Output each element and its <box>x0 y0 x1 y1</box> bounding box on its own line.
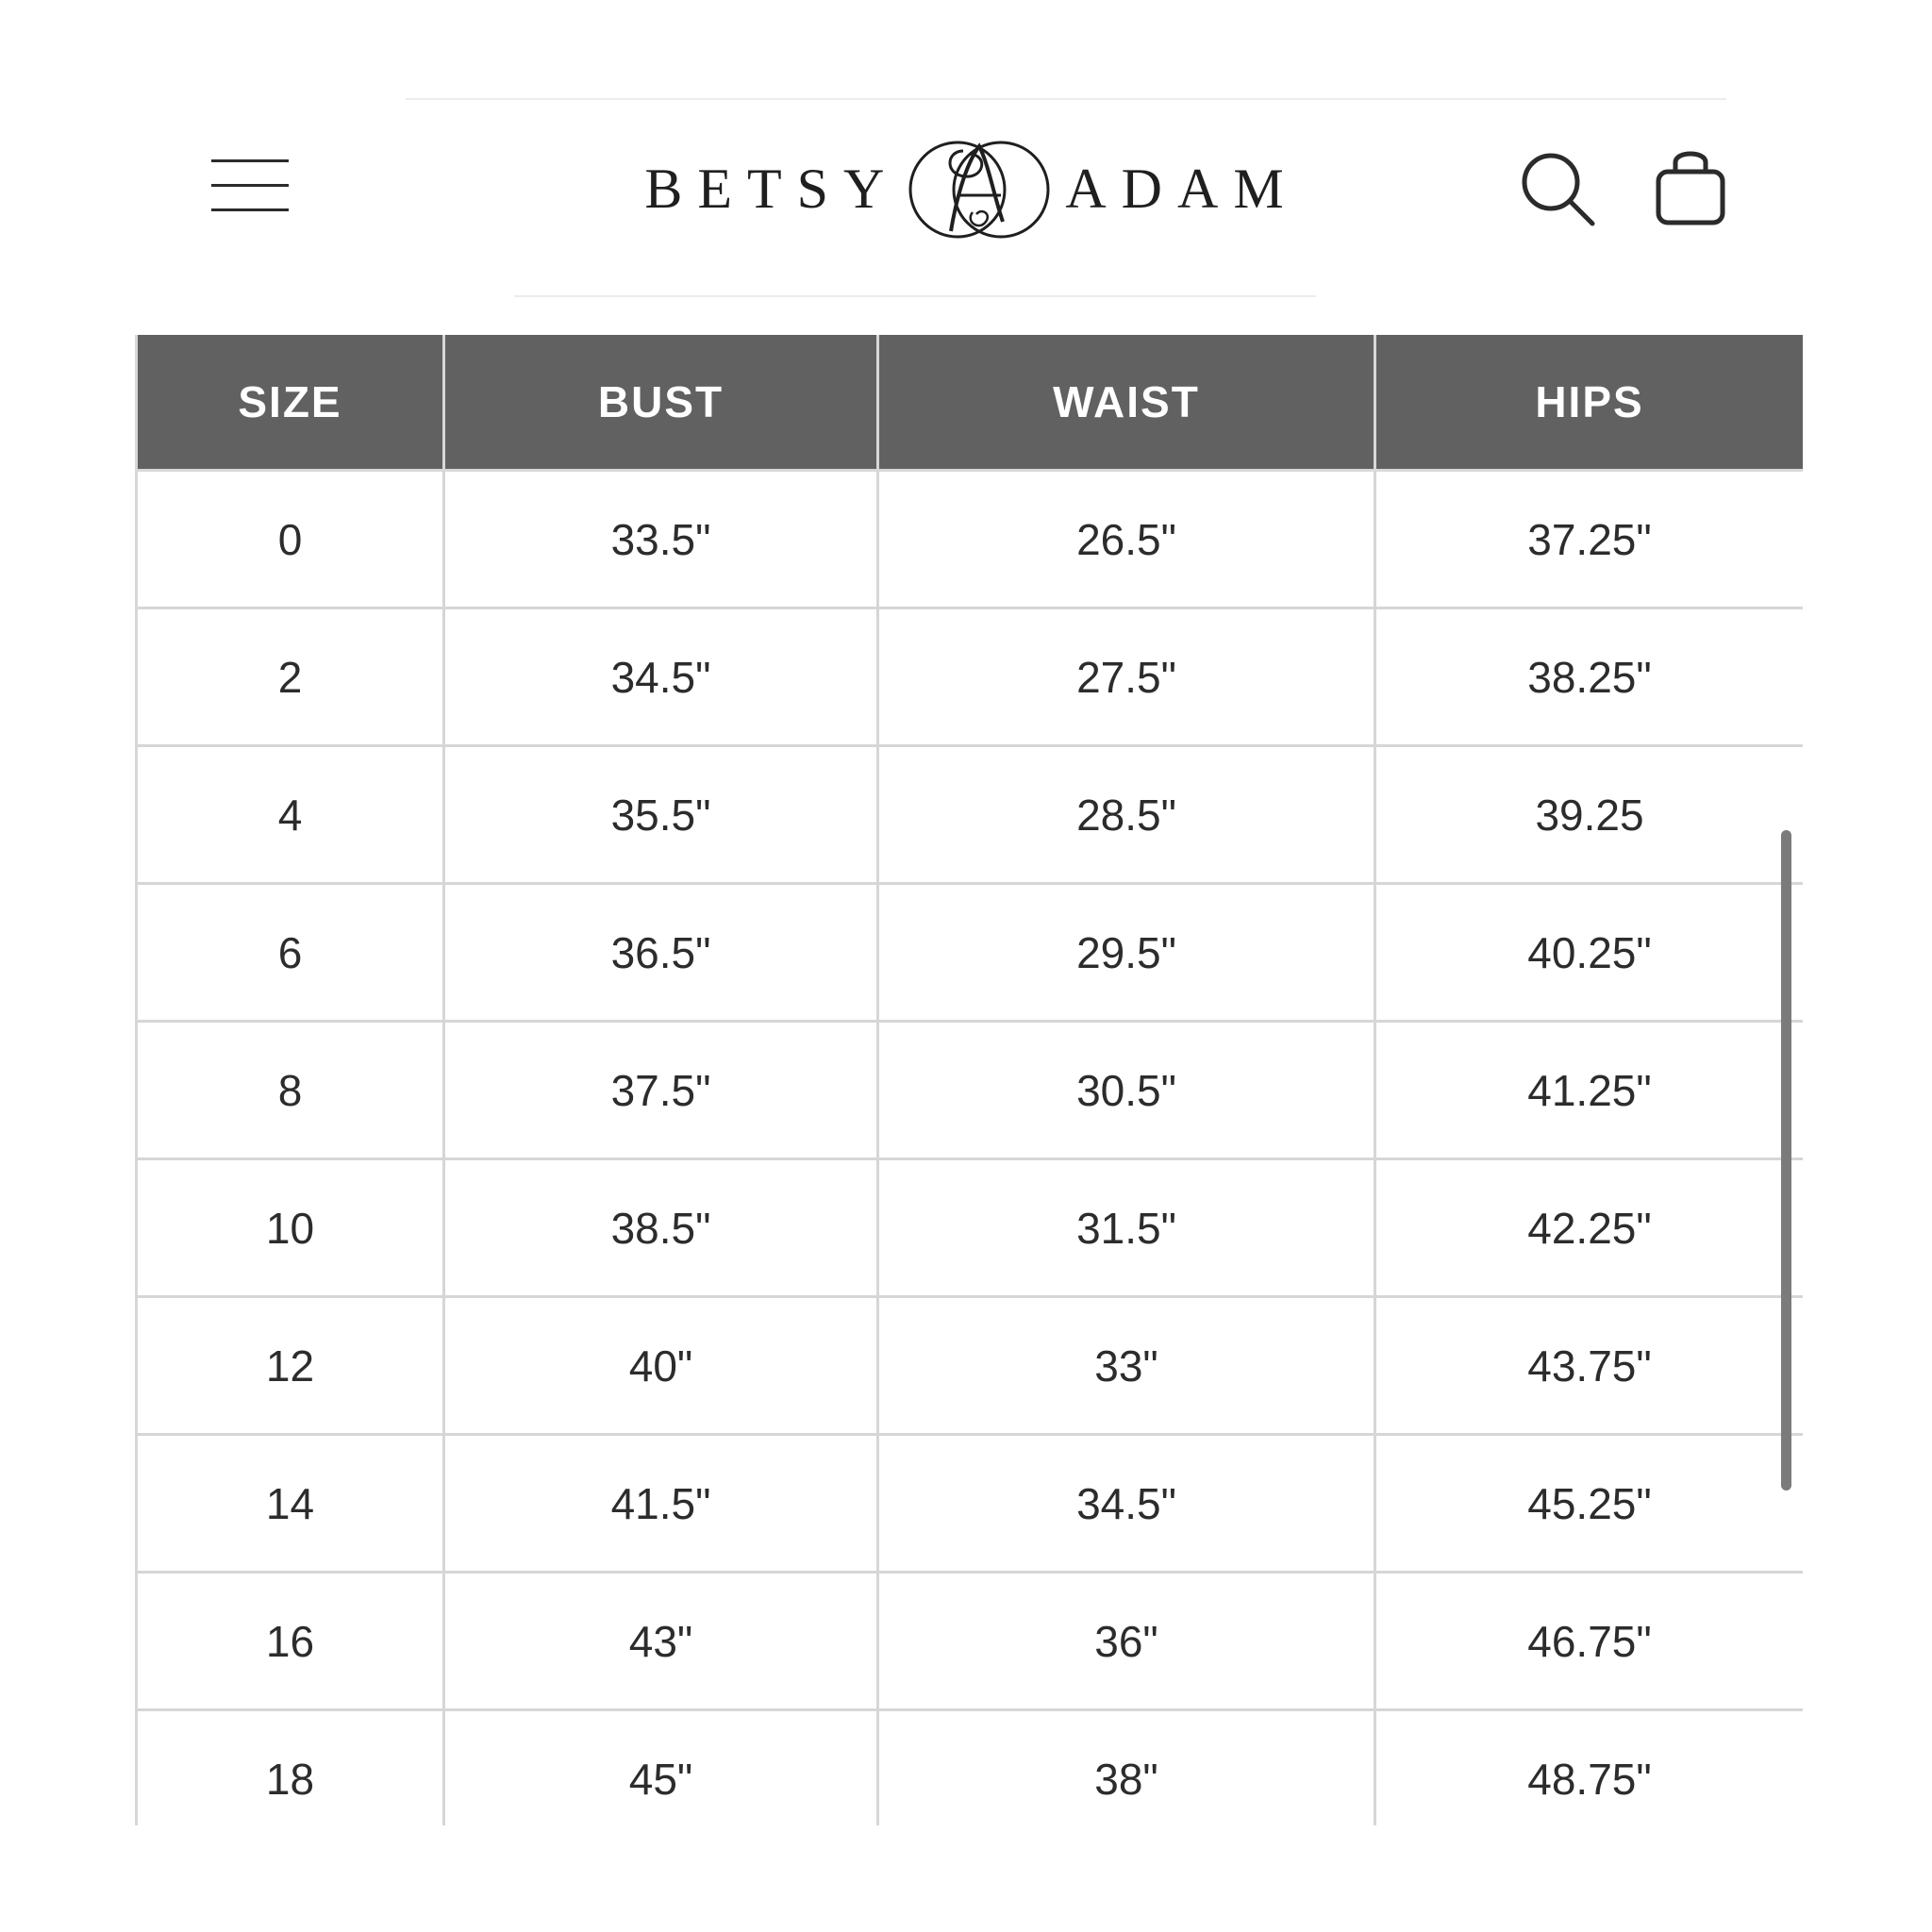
cell-waist: 30.5" <box>878 1022 1375 1159</box>
table-row <box>137 884 1804 1022</box>
cell-size: 0 <box>137 471 444 608</box>
table-header-row <box>137 335 1804 471</box>
header-bottom-divider <box>514 295 1316 297</box>
table-row <box>137 471 1804 608</box>
cell-hips: 39.25 <box>1375 746 1804 884</box>
cell-waist: 31.5" <box>878 1159 1375 1297</box>
cell-hips: 41.25" <box>1375 1022 1804 1159</box>
column-header-waist: WAIST <box>878 335 1375 471</box>
cell-waist: 36" <box>878 1573 1375 1710</box>
menu-line <box>211 208 289 211</box>
hamburger-menu-icon[interactable] <box>208 156 292 214</box>
cell-bust: 41.5" <box>444 1435 878 1573</box>
table-row <box>137 1297 1804 1435</box>
cell-size: 14 <box>137 1435 444 1573</box>
column-header-hips: HIPS <box>1375 335 1804 471</box>
cell-waist: 33" <box>878 1297 1375 1435</box>
table-row <box>137 1159 1804 1297</box>
table-row <box>137 1710 1804 1826</box>
cell-hips: 37.25" <box>1375 471 1804 608</box>
cell-bust: 37.5" <box>444 1022 878 1159</box>
column-header-bust: BUST <box>444 335 878 471</box>
cell-size: 16 <box>137 1573 444 1710</box>
cell-size: 12 <box>137 1297 444 1435</box>
brand-name-left: BETSY <box>644 157 900 220</box>
cell-hips: 42.25" <box>1375 1159 1804 1297</box>
cell-hips: 43.75" <box>1375 1297 1804 1435</box>
cell-size: 18 <box>137 1710 444 1826</box>
cell-bust: 36.5" <box>444 884 878 1022</box>
table-row <box>137 608 1804 746</box>
cell-hips: 46.75" <box>1375 1573 1804 1710</box>
cell-bust: 33.5" <box>444 471 878 608</box>
cell-size: 10 <box>137 1159 444 1297</box>
cell-bust: 38.5" <box>444 1159 878 1297</box>
cell-size: 8 <box>137 1022 444 1159</box>
table-row <box>137 746 1804 884</box>
cell-size: 4 <box>137 746 444 884</box>
column-header-size: SIZE <box>137 335 444 471</box>
cell-hips: 45.25" <box>1375 1435 1804 1573</box>
menu-line <box>211 159 289 162</box>
shopping-bag-icon[interactable] <box>1653 143 1728 228</box>
cell-bust: 43" <box>444 1573 878 1710</box>
cell-bust: 34.5" <box>444 608 878 746</box>
cell-waist: 29.5" <box>878 884 1375 1022</box>
menu-line <box>211 184 289 187</box>
brand-logo[interactable] <box>644 127 1299 250</box>
brand-name-right: ADAM <box>1065 157 1299 220</box>
search-icon[interactable] <box>1515 146 1600 231</box>
cell-waist: 26.5" <box>878 471 1375 608</box>
size-chart-table <box>135 335 1803 1825</box>
vertical-scrollbar[interactable] <box>1781 830 1791 1491</box>
cell-bust: 45" <box>444 1710 878 1826</box>
header-top-divider <box>406 98 1726 100</box>
monogram-icon <box>899 127 1059 250</box>
cell-waist: 28.5" <box>878 746 1375 884</box>
table-row <box>137 1435 1804 1573</box>
cell-size: 2 <box>137 608 444 746</box>
table-row <box>137 1022 1804 1159</box>
size-chart-container[interactable] <box>135 335 1803 1825</box>
cell-waist: 38" <box>878 1710 1375 1826</box>
cell-waist: 27.5" <box>878 608 1375 746</box>
cell-hips: 38.25" <box>1375 608 1804 746</box>
cell-bust: 40" <box>444 1297 878 1435</box>
cell-hips: 48.75" <box>1375 1710 1804 1826</box>
cell-hips: 40.25" <box>1375 884 1804 1022</box>
cell-bust: 35.5" <box>444 746 878 884</box>
cell-waist: 34.5" <box>878 1435 1375 1573</box>
cell-size: 6 <box>137 884 444 1022</box>
table-row <box>137 1573 1804 1710</box>
